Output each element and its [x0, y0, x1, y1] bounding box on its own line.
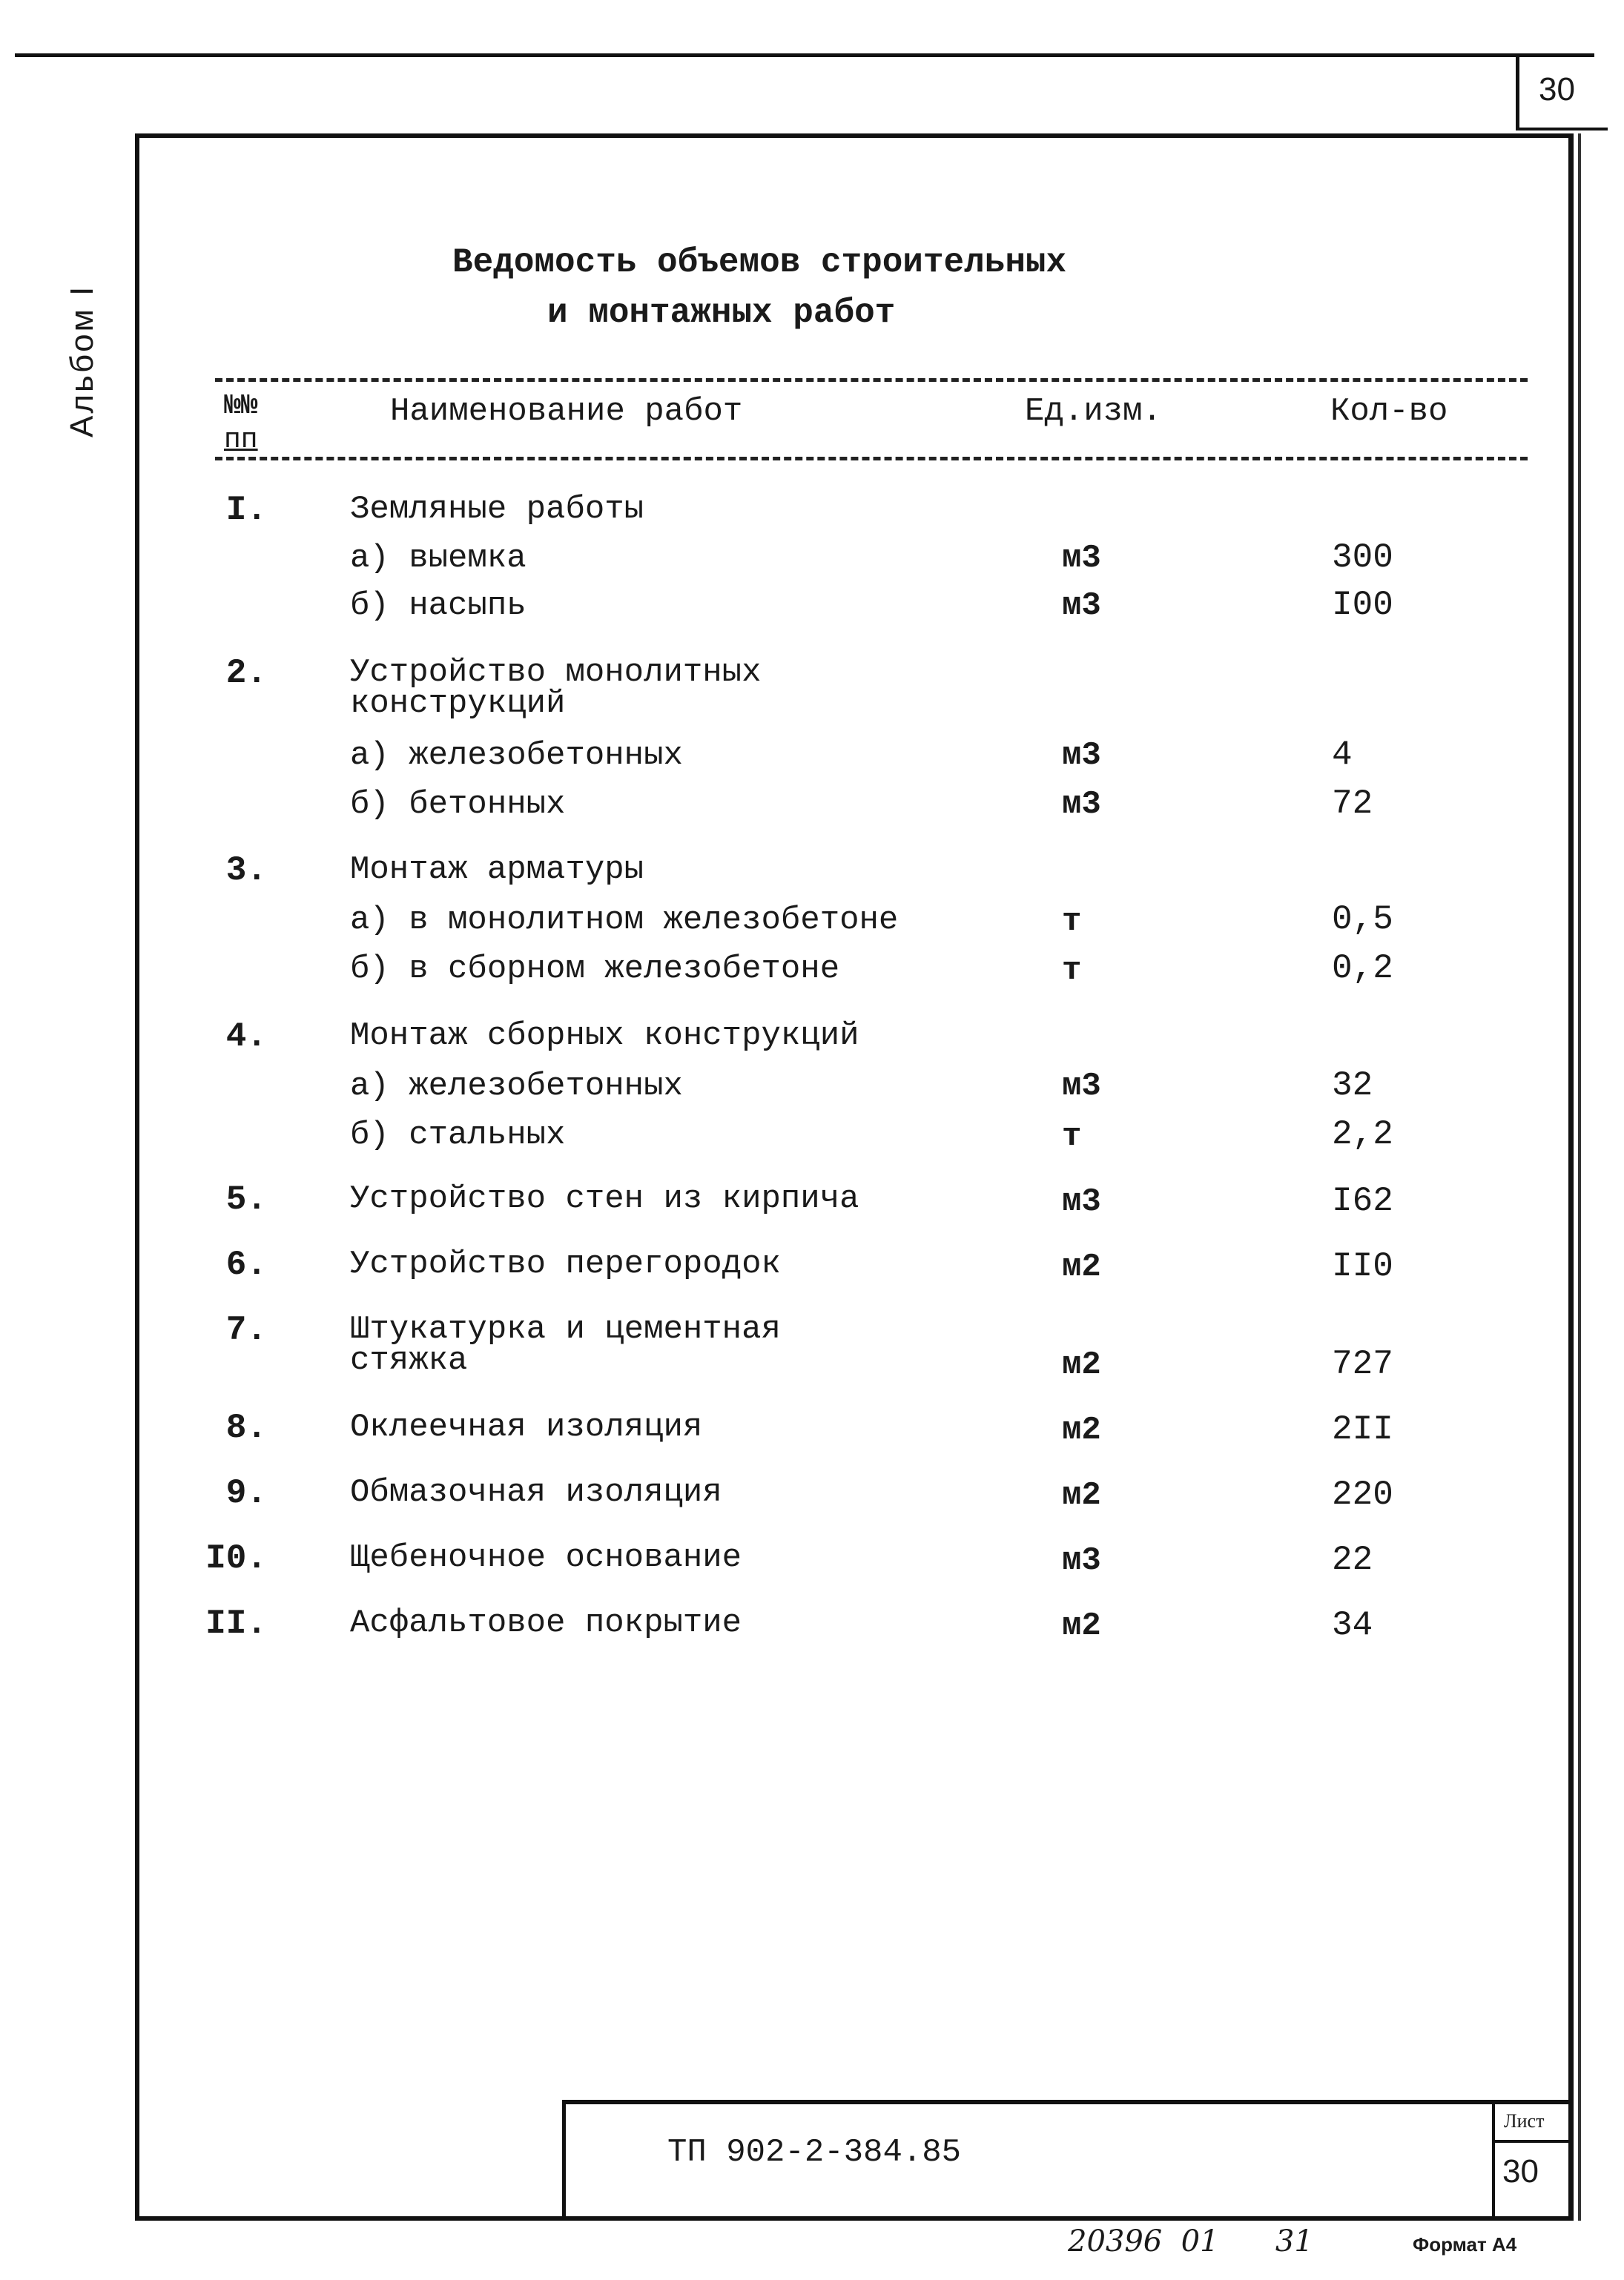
section-name-line-1: Устройство монолитных [350, 654, 762, 691]
sheet-number: 30 [1502, 2153, 1539, 2190]
row-number: 4. [225, 1017, 267, 1056]
item-quantity: 34 [1332, 1606, 1373, 1645]
item-unit: м2 [1062, 1346, 1101, 1384]
section-name-line-1: Штукатурка и цементная [350, 1311, 781, 1348]
row-number: 7. [225, 1311, 267, 1349]
item-quantity: 300 [1332, 538, 1393, 577]
item-unit: м3 [1062, 1542, 1101, 1579]
header-unit: Ед.изм. [1025, 393, 1162, 430]
row-number: 9. [225, 1474, 267, 1513]
item-quantity: I00 [1332, 586, 1393, 624]
archive-number: 20396 01 31 [1068, 2224, 1313, 2258]
item-unit: м3 [1062, 737, 1101, 774]
section-name: Монтаж сборных конструкций [350, 1017, 859, 1054]
item-unit: м2 [1062, 1249, 1101, 1286]
sheet-label: Лист [1504, 2110, 1545, 2132]
item-quantity: 2,2 [1332, 1115, 1393, 1154]
doc-title-line-1: Ведомость объемов строительных [452, 243, 1067, 282]
item-name: б) стальных [350, 1117, 566, 1154]
header-bottom-rule [215, 457, 1528, 460]
item-unit: м3 [1062, 587, 1101, 624]
item-unit: м3 [1062, 1068, 1101, 1105]
section-name: Земляные работы [350, 491, 644, 528]
item-unit: м2 [1062, 1412, 1101, 1449]
item-unit: м3 [1062, 786, 1101, 823]
header-number: №№ [224, 390, 258, 422]
section-name: Монтаж арматуры [350, 851, 644, 888]
section-name: Щебеночное основание [350, 1539, 742, 1576]
item-name: а) в монолитном железобетоне [350, 902, 899, 939]
top-rule [15, 53, 1594, 57]
header-number-sub: пп [224, 424, 258, 456]
item-quantity: 0,5 [1332, 900, 1393, 939]
row-number: 5. [225, 1180, 267, 1219]
doc-title-line-2: и монтажных работ [547, 294, 896, 332]
row-number: 3. [225, 851, 267, 890]
item-quantity: 22 [1332, 1541, 1373, 1579]
page-number: 30 [1539, 71, 1575, 108]
header-quantity: Кол-во [1330, 393, 1448, 430]
item-name: а) выемка [350, 540, 527, 577]
item-quantity: 2II [1332, 1410, 1393, 1449]
format-label: Формат А4 [1413, 2233, 1517, 2256]
item-name: а) железобетонных [350, 1068, 683, 1105]
item-unit: т [1062, 903, 1082, 940]
header-name: Наименование работ [390, 393, 743, 430]
item-quantity: 220 [1332, 1476, 1393, 1514]
item-unit: т [1062, 952, 1082, 989]
item-name: б) бетонных [350, 786, 566, 823]
item-unit: т [1062, 1118, 1082, 1155]
item-quantity: 0,2 [1332, 949, 1393, 988]
item-unit: м3 [1062, 1183, 1101, 1220]
row-number: 8. [225, 1409, 267, 1447]
item-quantity: II0 [1332, 1247, 1393, 1286]
sheet-box-divider [1492, 2140, 1574, 2143]
row-number: 6. [225, 1246, 267, 1284]
item-quantity: 32 [1332, 1066, 1373, 1105]
item-unit: м3 [1062, 540, 1101, 577]
row-number: 2. [225, 654, 267, 693]
section-name: Устройство стен из кирпича [350, 1180, 859, 1217]
section-name: Устройство перегородок [350, 1246, 781, 1283]
item-name: а) железобетонных [350, 737, 683, 774]
section-name: Асфальтовое покрытие [350, 1605, 742, 1642]
item-name: б) в сборном железобетоне [350, 951, 840, 988]
item-name: б) насыпь [350, 587, 527, 624]
row-number: I. [225, 491, 267, 529]
item-quantity: I62 [1332, 1182, 1393, 1220]
item-unit: м2 [1062, 1607, 1101, 1645]
row-number: II. [205, 1605, 267, 1643]
album-label: Альбом I [64, 284, 100, 437]
item-quantity: 727 [1332, 1345, 1393, 1384]
drawing-frame [135, 133, 1574, 2221]
row-number: I0. [205, 1539, 267, 1578]
item-unit: м2 [1062, 1477, 1101, 1514]
section-name-line-2: стяжка [350, 1342, 468, 1379]
item-quantity: 72 [1332, 784, 1373, 823]
section-name: Обмазочная изоляция [350, 1474, 722, 1511]
drawing-code: ТП 902-2-384.85 [667, 2134, 962, 2171]
item-quantity: 4 [1332, 736, 1353, 774]
header-top-rule [215, 378, 1528, 382]
frame-margin-line [1578, 133, 1581, 2221]
section-name: Оклеечная изоляция [350, 1409, 703, 1446]
section-name-line-2: конструкций [350, 685, 566, 722]
